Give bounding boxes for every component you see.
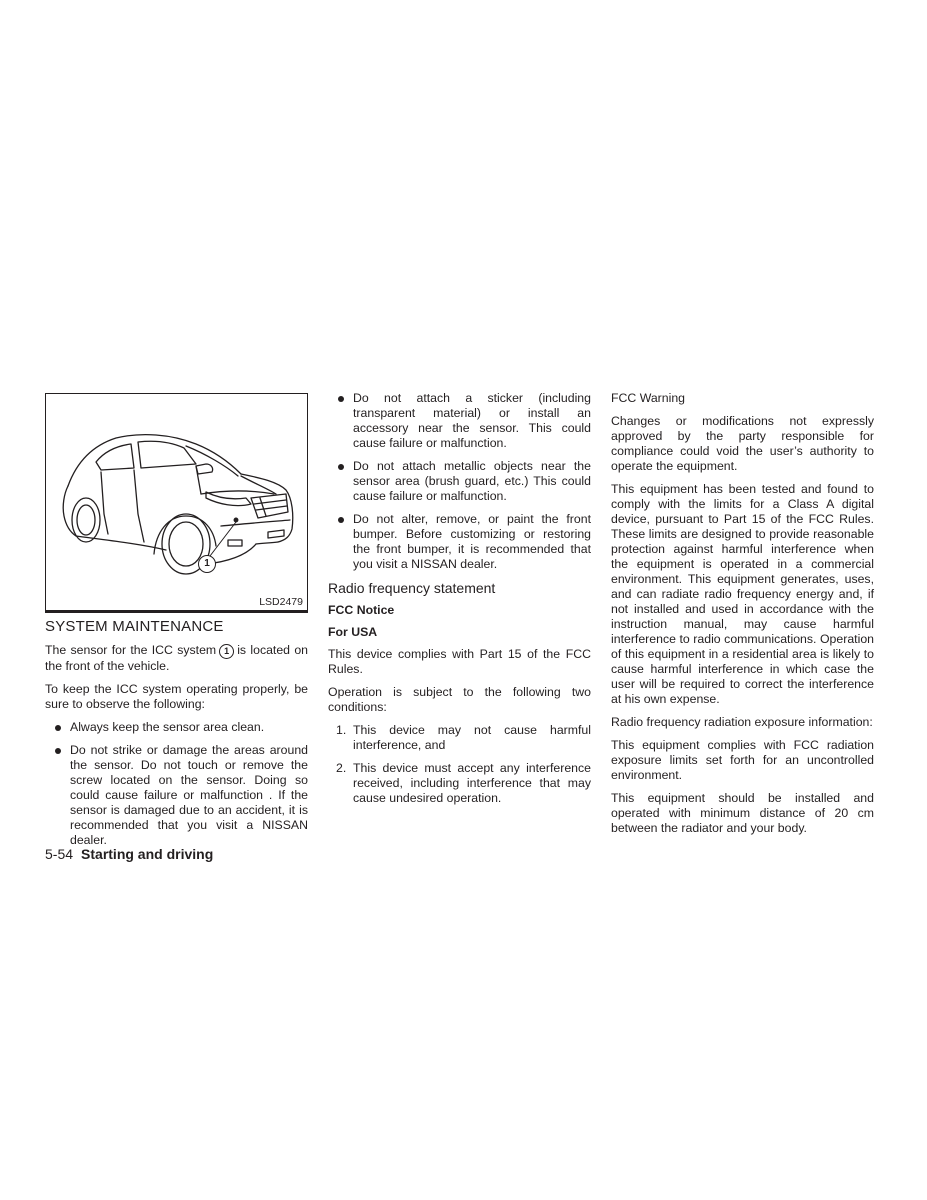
chapter-title: Starting and driving: [81, 846, 214, 862]
compliance-paragraph: This device complies with Part 15 of the FCC Rules.: [328, 647, 591, 676]
figure-callout: [198, 555, 216, 573]
fcc-paragraph-2: This equipment has been tested and found to comply with the limits for a Class A digital device, pursuant to Part 15 of the FCC Rules. These limits are designed to provide reasonable protection against harmful interference when the equipment is operated in a commercial environment. This equipment generates, uses, and can radiate radio frequency energy and, if not installed and used in accordance with the instruction manual, may cause harmful interference to radio communications. Operation of this equipment in a residential area is likely to cause harmful interference in which case the user will be required to correct the interference at his own expense.: [611, 482, 874, 706]
fcc-paragraph-4: This equipment complies with FCC radiation exposure limits set forth for an uncontrolled environment.: [611, 738, 874, 782]
list-item: [328, 761, 591, 806]
figure-code: LSD2479: [259, 596, 303, 608]
bullet-text: Do not alter, remove, or paint the front bumper. Before customizing or restoring the front bumper, it is recommended that you visit a NISSAN dealer.: [353, 512, 591, 571]
item-text: This device may not cause harmful interference, and: [353, 723, 591, 752]
maintenance-bullets-mid: [328, 391, 591, 572]
conditions-paragraph: Operation is subject to the following two conditions:: [328, 685, 591, 714]
item-number: 1.: [336, 723, 347, 737]
list-item: [328, 512, 591, 572]
section-title: SYSTEM MAINTENANCE: [45, 618, 224, 635]
bullet-dot: [55, 748, 61, 754]
bullet-text: Always keep the sensor area clean.: [70, 720, 265, 734]
page-footer: [45, 846, 213, 863]
bullet-dot: [338, 396, 344, 402]
bullet-text: Do not attach a sticker (including transparent material) or install an accessory near the sensor. This could cause failure or malfunction.: [353, 391, 591, 450]
radio-section-title: Radio frequency statement: [328, 580, 496, 596]
bullet-dot: [55, 725, 61, 731]
fcc-warning-heading: FCC Warning: [611, 391, 686, 405]
column-middle: [328, 391, 591, 814]
item-number: 2.: [336, 761, 347, 775]
bullet-text: Do not attach metallic objects near the sensor area (brush guard, etc.) This could cause failure or malfunction.: [353, 459, 591, 503]
bullet-dot: [338, 464, 344, 470]
list-item: [328, 723, 591, 753]
fcc-paragraph-3: Radio frequency radiation exposure information:: [611, 715, 873, 729]
intro-text-before: The sensor for the ICC system: [45, 643, 217, 657]
callout-marker: 1: [219, 644, 234, 659]
for-usa-heading: For USA: [328, 625, 378, 639]
bullet-text: Do not strike or damage the areas around the sensor. Do not touch or remove the screw located on the sensor. Doing so could cause failure or malfunction . If the sensor is damaged due to an accident, it is recommended that you visit a NISSAN dealer.: [70, 743, 308, 847]
maintenance-bullets-left: [45, 720, 308, 848]
list-item: [328, 391, 591, 451]
list-item: [45, 743, 308, 848]
list-item: [328, 459, 591, 504]
intro-paragraph: [45, 643, 308, 674]
sensor-location-figure: [45, 393, 308, 611]
observe-paragraph: To keep the ICC system operating properly, be sure to observe the following:: [45, 682, 308, 711]
figure-callout-number: 1: [204, 558, 210, 569]
car-front-illustration: [46, 394, 307, 610]
figure-underline: [45, 611, 308, 613]
column-left: [45, 393, 308, 856]
fcc-notice-heading: FCC Notice: [328, 603, 395, 617]
conditions-list: [328, 723, 591, 806]
intro-text-after: is located on the front of the vehicle.: [45, 643, 309, 673]
list-item: [45, 720, 308, 735]
page-number: 5-54: [45, 846, 74, 862]
item-text: This device must accept any interference received, including interference that may cause undesired operation.: [353, 761, 591, 805]
column-right: [611, 391, 874, 844]
fcc-paragraph-1: Changes or modifications not expressly approved by the party responsible for compliance could void the user’s authority to operate the equipment.: [611, 414, 874, 473]
bullet-dot: [338, 517, 344, 523]
fcc-paragraph-5: This equipment should be installed and operated with minimum distance of 20 cm between the radiator and your body.: [611, 791, 874, 835]
